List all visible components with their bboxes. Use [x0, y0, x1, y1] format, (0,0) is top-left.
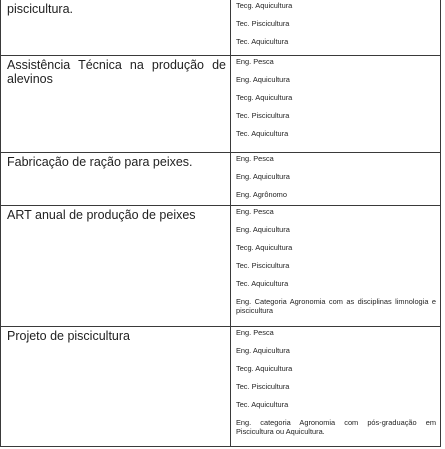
professional-item: Eng. Pesca — [236, 57, 274, 66]
professional-item: Tec. Piscicultura — [236, 111, 290, 120]
professional-item: Eng. Aquicultura — [236, 172, 290, 181]
professional-item: Eng. Aquicultura — [236, 225, 290, 234]
activity-cell: piscicultura. — [1, 0, 231, 56]
professional-item: Tec. Piscicultura — [236, 261, 290, 270]
professionals-cell — [231, 206, 441, 327]
professionals-cell — [231, 0, 441, 56]
professional-item: Eng. Aquicultura — [236, 75, 290, 84]
table-row — [1, 206, 441, 327]
professional-item: Eng. Pesca — [236, 328, 274, 337]
professionals-cell — [231, 327, 441, 447]
table-row — [1, 0, 441, 56]
activity-cell: ART anual de produção de peixes — [1, 206, 231, 327]
professional-item: Tec. Piscicultura — [236, 382, 290, 391]
professional-item: Tecg. Aquicultura — [236, 93, 293, 102]
table-row — [1, 153, 441, 206]
table-row — [1, 327, 441, 447]
professional-item: Eng. Categoria Agronomia com as disciplinas limnologia e piscicultura — [236, 297, 436, 315]
professional-item: Tec. Aquicultura — [236, 400, 289, 409]
professional-item: Tecg. Aquicultura — [236, 1, 293, 10]
professional-item: Tecg. Aquicultura — [236, 243, 293, 252]
activity-cell: Fabricação de ração para peixes. — [1, 153, 231, 206]
professionals-cell — [231, 153, 441, 206]
professional-item: Eng. Pesca — [236, 154, 274, 163]
professional-item: Eng. Aquicultura — [236, 346, 290, 355]
professional-item: Eng. Pesca — [236, 207, 274, 216]
professional-item: Tec. Piscicultura — [236, 19, 290, 28]
professionals-cell — [231, 56, 441, 153]
professional-item: Eng. Agrônomo — [236, 190, 287, 199]
table-row — [1, 56, 441, 153]
professional-item: Tec. Aquicultura — [236, 37, 289, 46]
professional-item: Eng. categoria Agronomia com pós-graduação em Piscicultura ou Aquicultura. — [236, 418, 436, 436]
professional-item: Tec. Aquicultura — [236, 279, 289, 288]
activity-cell: Projeto de piscicultura — [1, 327, 231, 447]
professional-item: Tec. Aquicultura — [236, 129, 289, 138]
activity-cell: Assistência Técnica na produção de alevinos — [1, 56, 231, 153]
professional-item: Tecg. Aquicultura — [236, 364, 293, 373]
